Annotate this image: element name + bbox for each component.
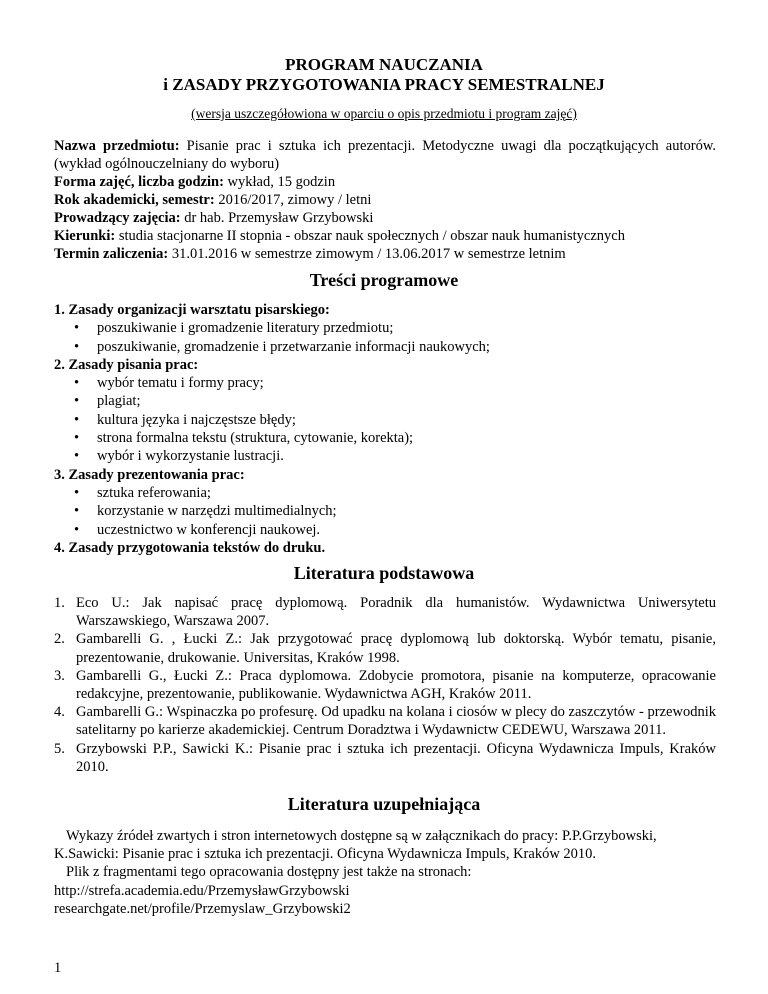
meta-year-label: Rok akademicki, semestr: bbox=[54, 192, 215, 208]
meta-lecturer-label: Prowadzący zajęcia: bbox=[54, 210, 181, 226]
list-item: • wybór i wykorzystanie lustracji. bbox=[74, 448, 284, 465]
item-number: 5. bbox=[54, 740, 65, 757]
bullet-icon: • bbox=[74, 338, 80, 355]
list-item: 2. Gambarelli G. , Łucki Z.: Jak przygotować pracę dyplomową lub doktorską. Wybór tematu, pisanie, prezentowanie, drukowanie. Universitas, Kraków 1998. bbox=[54, 631, 716, 666]
section-4-title: 4. Zasady przygotowania tekstów do druku. bbox=[54, 539, 326, 556]
meta-fields-label: Kierunki: bbox=[54, 228, 116, 244]
program-heading: Treści programowe bbox=[309, 270, 459, 290]
section-1-list bbox=[54, 319, 716, 356]
section-2-title: 2. Zasady pisania prac: bbox=[54, 356, 199, 373]
list-item: • wybór tematu i formy pracy; bbox=[74, 375, 264, 392]
bullet-icon: • bbox=[74, 393, 80, 410]
list-item: • korzystanie w narzędzi multimedialnych; bbox=[74, 503, 337, 520]
list-item: • kultura języka i najczęstsze błędy; bbox=[74, 411, 296, 428]
page-number: 1 bbox=[54, 960, 62, 976]
meta-deadline-value: 31.01.2016 w semestrze zimowym / 13.06.2017 w semestrze letnim bbox=[171, 246, 566, 262]
bullet-icon: • bbox=[74, 430, 80, 447]
list-item: 1. Eco U.: Jak napisać pracę dyplomową. Poradnik dla humanistów. Wydawnictwa Uniwersytetu Warszawskiego, Warszawa 2007. bbox=[54, 595, 716, 630]
list-item: • uczestnictwo w konferencji naukowej. bbox=[74, 521, 321, 538]
meta-year bbox=[54, 191, 716, 209]
meta-year-value: 2016/2017, zimowy / letni bbox=[218, 192, 372, 208]
bullet-icon: • bbox=[74, 411, 80, 428]
meta-lecturer-value: dr hab. Przemysław Grzybowski bbox=[184, 210, 374, 226]
item-number: 1. bbox=[54, 595, 65, 611]
basic-literature-list bbox=[54, 594, 716, 776]
bullet-icon: • bbox=[74, 375, 80, 392]
item-number: 2. bbox=[54, 631, 65, 648]
basic-literature-heading: Literatura podstawowa bbox=[293, 563, 475, 583]
meta-course-name-value: Pisanie prac i sztuka ich prezentacji. Metodyczne uwagi dla początkujących autorów. (wykład ogólnouczelniany do wyboru) bbox=[54, 138, 716, 172]
section-1-title: 1. Zasady organizacji warsztatu pisarskiego: bbox=[54, 302, 330, 318]
item-number: 3. bbox=[54, 667, 65, 684]
list-item: 4. Gambarelli G.: Wspinaczka po profesurę. Od upadku na kolana i ciosów w plecy do zaszczytów - przewodnik satelitarny po karierze akademickiej. Centrum Doradztwa i Wydawnictw CEDEWU, Warszawa 2011. bbox=[54, 704, 716, 739]
bullet-icon: • bbox=[74, 521, 80, 538]
supp-paragraph-2: Plik z fragmentami tego opracowania dostępny jest także na stronach: bbox=[66, 864, 472, 881]
meta-fields bbox=[54, 227, 716, 245]
bullet-icon: • bbox=[74, 484, 80, 501]
bullet-icon: • bbox=[74, 448, 80, 465]
list-item: 5. Grzybowski P.P., Sawicki K.: Pisanie prac i sztuka ich prezentacji. Oficyna Wydawnicza Impuls, Kraków 2010. bbox=[54, 740, 716, 775]
meta-lecturer bbox=[54, 209, 716, 227]
list-item: • sztuka referowania; bbox=[74, 484, 211, 501]
meta-deadline-label: Termin zaliczenia: bbox=[54, 246, 169, 262]
document-title-line2: i ZASADY PRZYGOTOWANIA PRACY SEMESTRALNEJ bbox=[163, 75, 605, 94]
supp-paragraph-1: Wykazy źródeł zwartych i stron internetowych dostępne są w załącznikach do pracy: P.P.Grzybowski, K.Sawicki: Pisanie prac i sztuka ich prezentacji. Oficyna Wydawnicza Impuls, Kraków 2010. bbox=[54, 828, 657, 863]
program-content bbox=[54, 301, 716, 557]
list-item: • strona formalna tekstu (struktura, cytowanie, korekta); bbox=[74, 430, 414, 447]
supplementary-literature-heading: Literatura uzupełniająca bbox=[287, 794, 481, 814]
supplementary-literature bbox=[54, 827, 716, 918]
supp-link-researchgate[interactable]: researchgate.net/profile/Przemyslaw_Grzybowski2 bbox=[54, 900, 351, 917]
course-meta bbox=[54, 137, 716, 263]
meta-form bbox=[54, 173, 716, 191]
meta-fields-value: studia stacjonarne II stopnia - obszar nauk społecznych / obszar nauk humanistycznych bbox=[118, 228, 625, 244]
meta-course-name-label: Nazwa przedmiotu: bbox=[54, 138, 180, 154]
list-item: • plagiat; bbox=[74, 393, 141, 410]
meta-form-label: Forma zajęć, liczba godzin: bbox=[54, 174, 224, 190]
document-subtitle: (wersja uszczegółowiona w oparciu o opis przedmiotu i program zajęć) bbox=[191, 106, 577, 121]
meta-course-name bbox=[54, 137, 716, 173]
section-3-list bbox=[54, 484, 716, 539]
list-item: 3. Gambarelli G., Łucki Z.: Praca dyplomowa. Zdobycie promotora, pisanie na komputerze, opracowanie redakcyjne, prezentowanie, publikowanie. Wydawnictwa AGH, Kraków 2011. bbox=[54, 667, 716, 703]
list-item: • poszukiwanie, gromadzenie i przetwarzanie informacji naukowych; bbox=[74, 338, 490, 355]
bullet-icon: • bbox=[74, 503, 80, 520]
list-item: • poszukiwanie i gromadzenie literatury przedmiotu; bbox=[74, 320, 394, 337]
bullet-icon: • bbox=[74, 320, 80, 337]
item-number: 4. bbox=[54, 704, 65, 721]
section-2-list bbox=[54, 374, 716, 465]
meta-form-value: wykład, 15 godzin bbox=[227, 174, 336, 190]
document-title-line1: PROGRAM NAUCZANIA bbox=[285, 55, 483, 74]
supp-link-academia[interactable]: http://strefa.academia.edu/PrzemysławGrzybowski bbox=[54, 882, 350, 899]
section-3-title: 3. Zasady prezentowania prac: bbox=[54, 466, 245, 483]
meta-deadline bbox=[54, 245, 716, 263]
